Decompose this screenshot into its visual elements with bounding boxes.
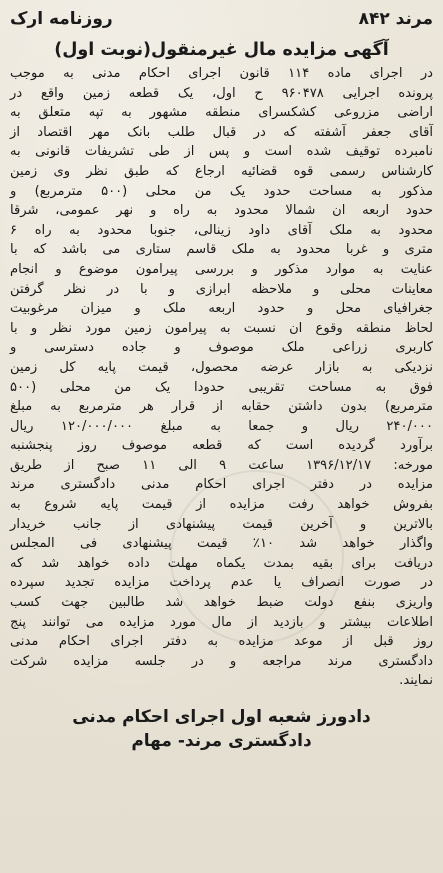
ad-title: آگهی مزایده مال غیرمنقول(نوبت اول) — [54, 40, 389, 60]
ad-body-line: عنایت به موارد مذکور و بررسی پیرامون موضوع و انجام — [10, 261, 433, 277]
newspaper-name: روزنامه ارک — [10, 9, 113, 29]
ad-body-line: در صورت انصراف یا عدم پرداخت مزایده تجدید سپرده — [10, 575, 433, 591]
ad-body-line: معاینات محلی و ملاحظه ابرازی و با در نظر گرفتن — [10, 281, 433, 297]
ad-body-line: متری و غربا محدود به ملک قاسم ستاری می باشد که با — [10, 242, 433, 258]
ad-body-line: دریافت برای بقیه بمدت یکماه مهلت داده خواهد شد که — [10, 555, 433, 571]
ad-body-line: نزدیکی به بازار عرضه محصول، قیمت پایه کل زمین — [10, 359, 433, 375]
masthead — [10, 6, 433, 32]
ad-body-line: جغرافیای محل و حدود اربعه ملک و میزان مرغوبیت — [10, 301, 433, 317]
ad-body-line: مترمربع) بدون داشتن حقابه از قرار هر مترمربع به مبلغ — [10, 399, 433, 415]
ad-body-line: در اجرای ماده ۱۱۴ قانون اجرای احکام مدنی به موجب — [10, 66, 433, 81]
ad-body-line: کاربری زراعی ملک موصوف و جاده دسترسی و — [10, 340, 433, 356]
ad-body-line: لحاظ منطقه وقوع ان نسبت به پیرامون زمین مورد نظر و با — [10, 320, 433, 336]
ad-body-line: برآورد گردیده است که قطعه موصوف روز پنجشنبه — [10, 438, 433, 454]
ad-body — [10, 64, 433, 691]
ad-body-line: محدود به ملک آقای داود زینالی، جنوبا محدود به راه ۶ — [10, 222, 433, 238]
ad-body-line: بفروش خواهد رفت مزایده از قیمت پایه شروع به — [10, 497, 433, 513]
ad-body-line: نمایند. — [399, 673, 433, 689]
ad-body-line: پرونده اجرایی ۹۶۰۴۷۸ ح اول، یک قطعه زمین واقع در — [10, 85, 434, 101]
ad-body-line: واریزی بنفع دولت ضبط خواهد شد طالبین جهت کسب — [10, 595, 433, 611]
ad-body-line: مذکور به مساحت حدود یک من محلی (۵۰۰ مترمربع) و — [10, 183, 434, 199]
signature-line-1: دادورز شعبه اول اجرای احکام مدنی — [72, 707, 371, 727]
ad-body-line: مزایده در دفتر اجرای احکام مدنی دادگستری مرند — [10, 477, 433, 493]
ad-body-line: واگذار خواهد شد ۱۰٪ قیمت پیشنهادی فی المجلس — [10, 536, 433, 552]
ad-body-line: فوق به مساحت تقریبی حدودا یک من محلی (۵۰۰ — [10, 379, 433, 395]
ad-body-line: روز قبل از موعد مزایده به دفتر اجرای احکام مدنی — [10, 634, 433, 650]
city-issue-number: مرند ۸۴۲ — [358, 9, 433, 29]
signature-block — [10, 705, 433, 753]
ad-body-line: اطلاعات بیشتر و بازدید از مال مورد مزایده می توانند پنج — [10, 614, 433, 630]
ad-body-line: مورخه: ۱۳۹۶/۱۲/۱۷ ساعت ۹ الی ۱۱ صبح از طریق — [10, 457, 433, 473]
ad-body-line: دادگستری مرند مراجعه و در جلسه مزایده شرکت — [10, 653, 433, 669]
ad-body-line: آقای جعفر آشفته که در قبال طلب بانک مهر اقتصاد از — [10, 124, 433, 140]
ad-body-line: اراضی مزروعی کشکسرای منطقه مشهور به تپه متعلق به — [10, 105, 433, 121]
ad-body-line: بالاترین و آخرین قیمت پیشنهادی از جانب خریدار — [10, 516, 433, 532]
ad-body-line: نامبرده توقیف شده است و پس از طی تشریفات قانونی به — [10, 144, 433, 160]
ad-body-line: کارشناس رسمی قوه قضائیه ارجاع که طبق نظر وی زمین — [10, 163, 433, 179]
ad-body-line: ۲۴۰/۰۰۰ ریال و جمعا به مبلغ ۱۲۰/۰۰۰/۰۰۰ ریال — [10, 418, 433, 434]
ad-body-line: حدود اربعه ان شمالا محدود به راه و نهر عمومی، شرقا — [10, 203, 433, 219]
signature-line-2: دادگستری مرند- مهام — [131, 731, 312, 751]
